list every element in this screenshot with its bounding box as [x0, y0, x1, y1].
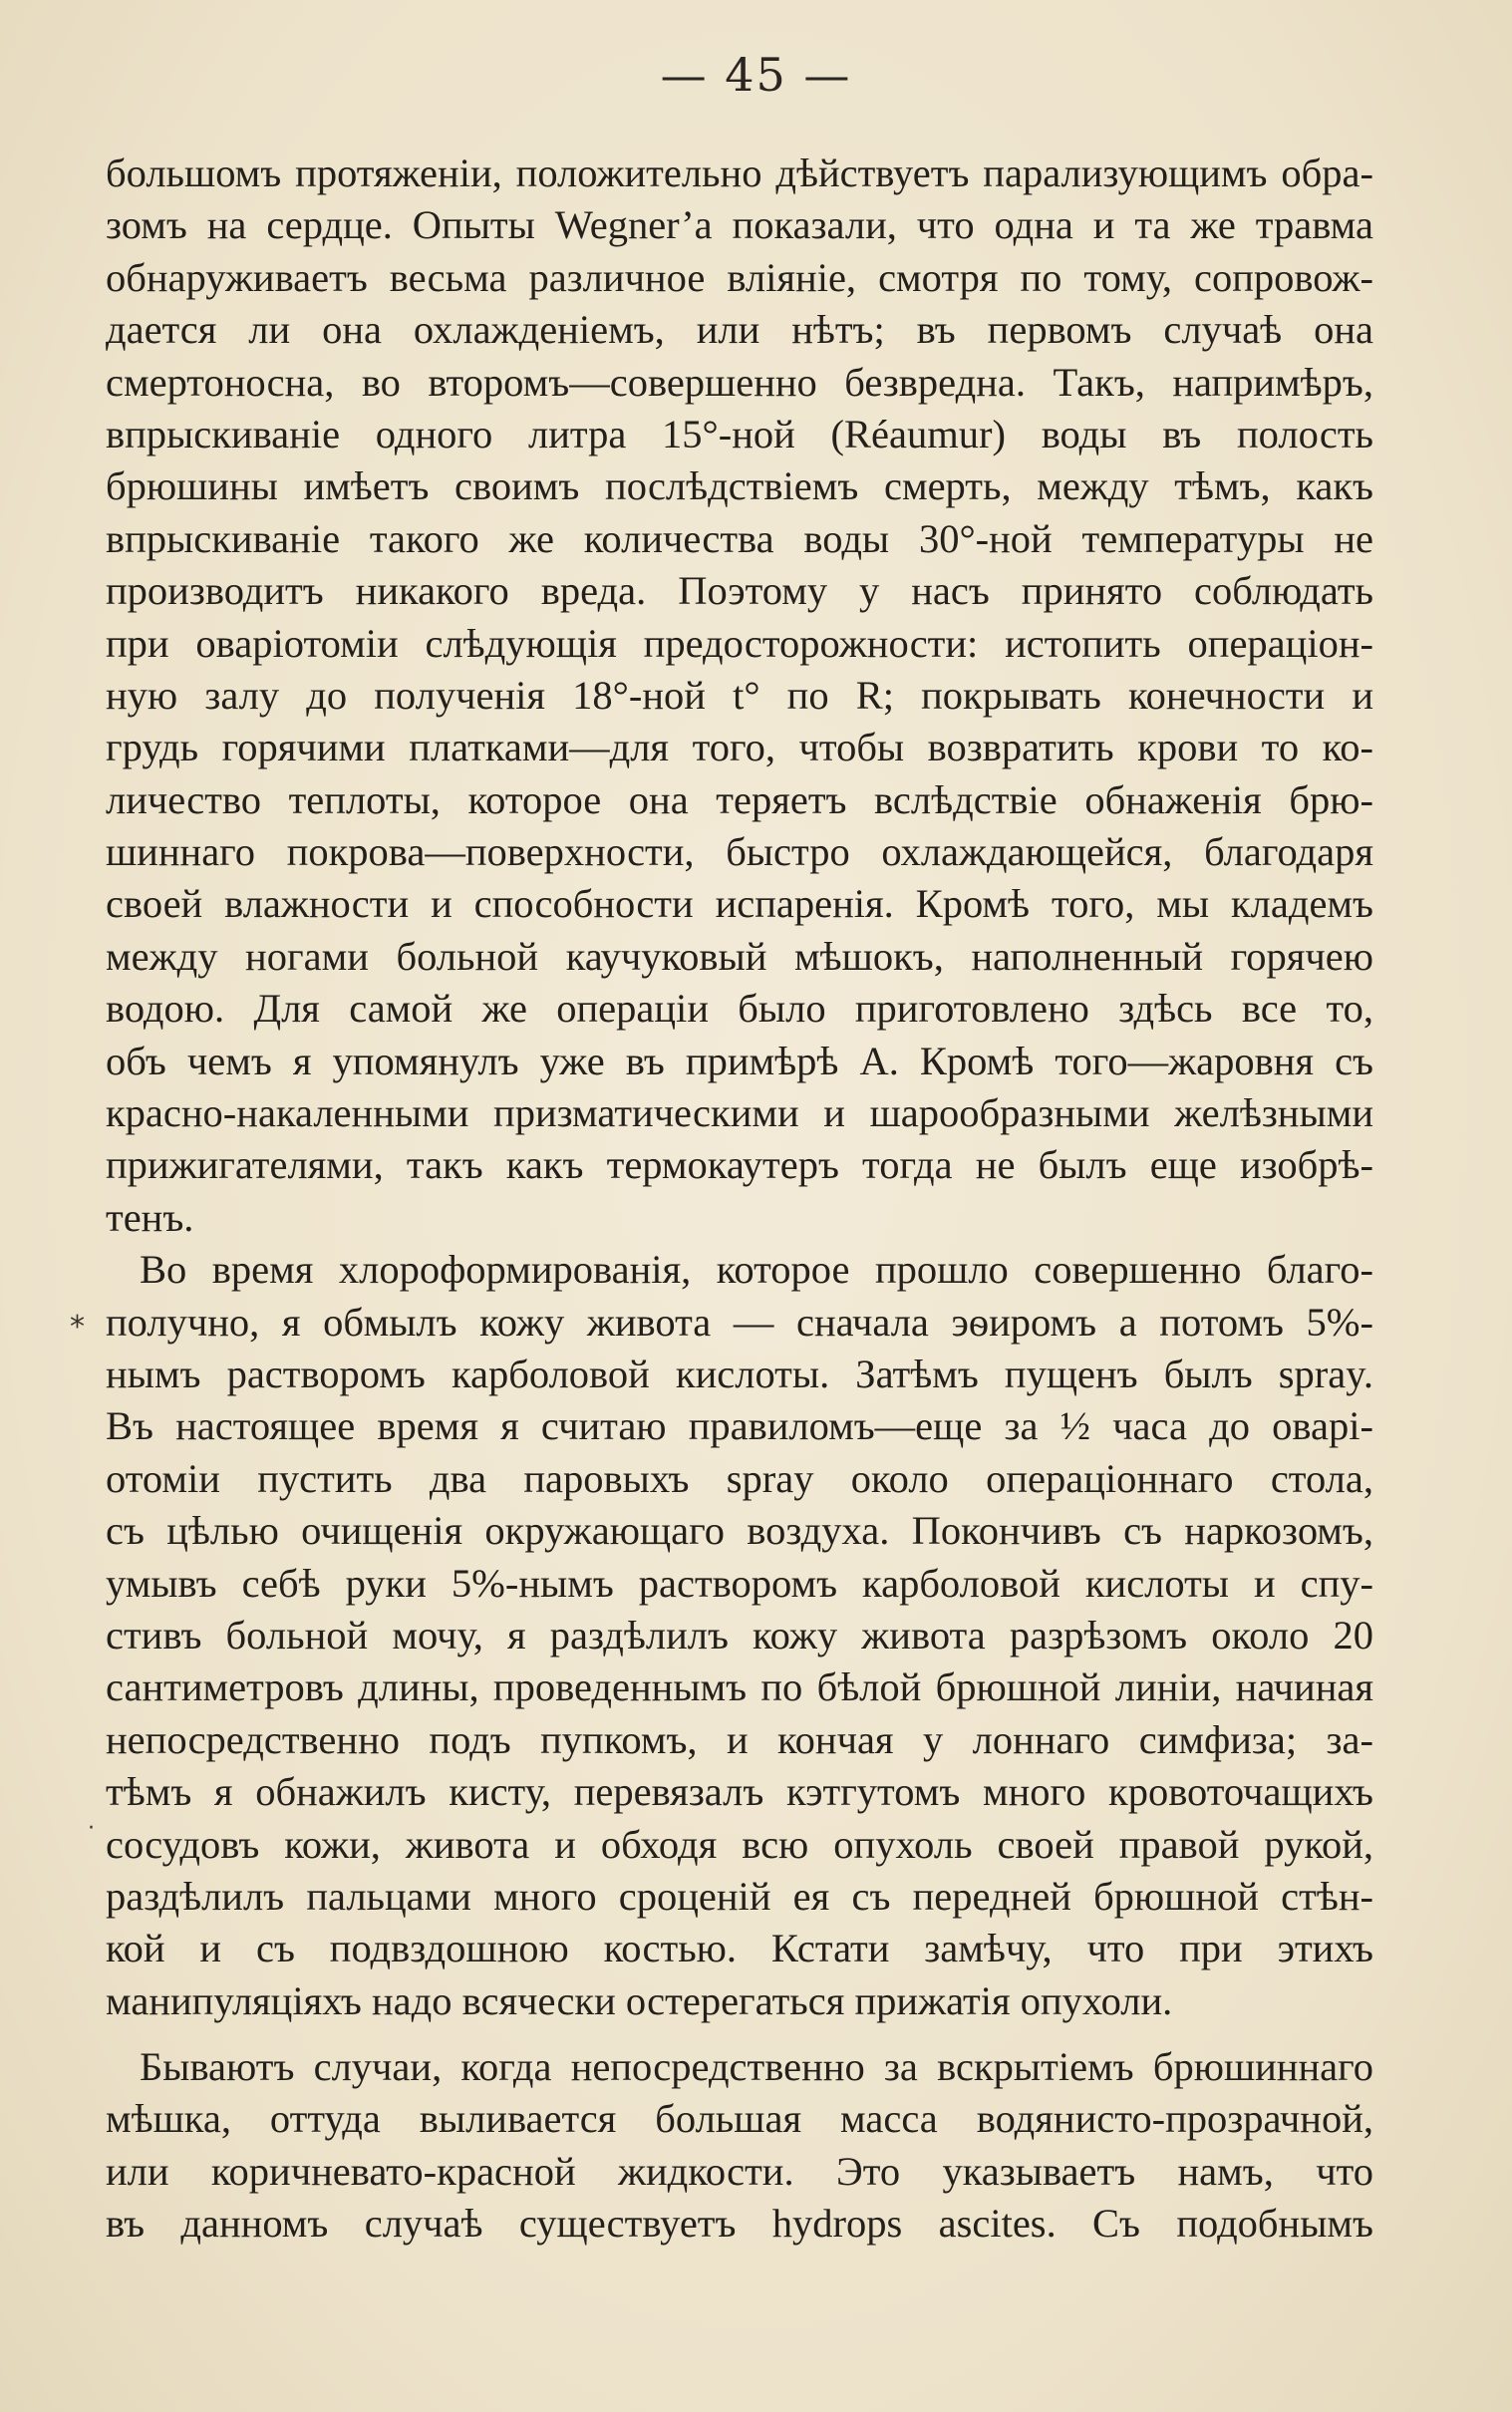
body-text [106, 148, 1373, 2251]
text-line: тѣмъ я обнажилъ кисту, перевязалъ кэтгутомъ много кровоточащихъ [106, 1769, 1373, 1815]
text-line: ную залу до полученія 18°-ной t° по R; покрывать конечности и [106, 672, 1373, 718]
text-line: большомъ протяженіи, положительно дѣйствуетъ парализующимъ обра- [106, 151, 1373, 195]
text-line: при оваріотоміи слѣдующія предосторожности: истопить операціон- [106, 620, 1373, 666]
text-line: въ данномъ случаѣ существуетъ hydrops ascites. Съ подобнымъ [106, 2201, 1373, 2247]
text-line: объ чемъ я упомянулъ уже въ примѣрѣ А. Кромѣ того—жаровня съ [106, 1038, 1373, 1083]
text-line: между ногами больной каучуковый мѣшокъ, наполненный горячею [106, 933, 1373, 979]
text-line: раздѣлилъ пальцами много сроценій ея съ передней брюшной стѣн- [106, 1873, 1373, 1919]
text-line: брюшины имѣетъ своимъ послѣдствіемъ смерть, между тѣмъ, какъ [106, 463, 1373, 509]
text-line: сантиметровъ длины, проведеннымъ по бѣлой брюшной линіи, начиная [106, 1664, 1373, 1710]
text-line: дается ли она охлажденіемъ, или нѣтъ; въ первомъ случаѣ она [106, 307, 1373, 353]
text-line: впрыскиваніе такого же количества воды 30°-ной температуры не [106, 515, 1373, 561]
text-line: или коричневато-красной жидкости. Это указываетъ намъ, что [106, 2148, 1373, 2194]
text-line: тенъ. [106, 1194, 194, 1240]
text-line: умывъ себѣ руки 5%-нымъ растворомъ карболовой кислоты и спу- [106, 1560, 1373, 1606]
margin-dot-mark: · [88, 1816, 95, 1841]
text-line: мѣшка, оттуда выливается большая масса водянисто-прозрачной, [106, 2096, 1373, 2142]
text-line: грудь горячими платками—для того, чтобы возвратить крови то ко- [106, 725, 1373, 770]
text-line: своей влажности и способности испаренія. Кромѣ того, мы кладемъ [106, 881, 1373, 927]
text-line: водою. Для самой же операціи было приготовлено здѣсь все то, [106, 986, 1373, 1032]
text-line: стивъ больной мочу, я раздѣлилъ кожу живота разрѣзомъ около 20 [106, 1612, 1373, 1658]
paragraph-1 [106, 148, 1373, 1244]
text-line: личество теплоты, которое она теряетъ вслѣдствіе обнаженія брю- [106, 776, 1373, 822]
text-line: смертоносна, во второмъ—совершенно безвредна. Такъ, напримѣръ, [106, 359, 1373, 405]
paragraph-2 [106, 1244, 1373, 2027]
text-line: производитъ никакого вреда. Поэтому у насъ принято соблюдать [106, 568, 1373, 614]
text-line: нымъ растворомъ карболовой кислоты. Затѣмъ пущенъ былъ spray. [106, 1351, 1373, 1396]
text-line: шиннаго покрова—поверхности, быстро охлаждающейся, благодаря [106, 829, 1373, 875]
text-line: Въ настоящее время я считаю правиломъ—еще за ½ часа до оварі- [106, 1403, 1373, 1449]
paragraph-3 [106, 2041, 1373, 2251]
margin-asterisk-mark: * [70, 1310, 85, 1345]
text-line: съ цѣлью очищенія окружающаго воздуха. Покончивъ съ наркозомъ, [106, 1508, 1373, 1554]
text-line: прижигателями, такъ какъ термокаутеръ тогда не былъ еще изобрѣ- [106, 1142, 1373, 1188]
paragraph-spacer [106, 2027, 1373, 2041]
text-line: красно-накаленными призматическими и шарообразными желѣзными [106, 1090, 1373, 1136]
text-line: впрыскиваніе одного литра 15°-ной (Réaumur) воды въ полость [106, 411, 1373, 456]
text-line: получно, я обмылъ кожу живота — сначала эѳиромъ а потомъ 5%- [106, 1299, 1373, 1345]
text-line: обнаруживаетъ весьма различное вліяніе, смотря по тому, сопровож- [106, 254, 1373, 300]
text-line: манипуляціяхъ надо всячески остерегаться прижатія опухоли. [106, 1977, 1173, 2023]
text-line: отоміи пустить два паровыхъ spray около операціоннаго стола, [106, 1455, 1373, 1501]
text-line: непосредственно подъ пупкомъ, и кончая у лоннаго симфиза; за- [106, 1716, 1373, 1762]
text-line: Бываютъ случаи, когда непосредственно за вскрытіемъ брюшиннаго [140, 2044, 1373, 2090]
page-number: — 45 — [660, 48, 852, 102]
text-line: Во время хлороформированія, которое прошло совершенно благо- [140, 1247, 1373, 1293]
text-line: кой и съ подвздошною костью. Кстати замѣчу, что при этихъ [106, 1926, 1373, 1971]
text-line: зомъ на сердце. Опыты Wegner’a показали, что одна и та же травма [106, 202, 1373, 248]
text-line: сосудовъ кожи, живота и обходя всю опухоль своей правой рукой, [106, 1821, 1373, 1867]
